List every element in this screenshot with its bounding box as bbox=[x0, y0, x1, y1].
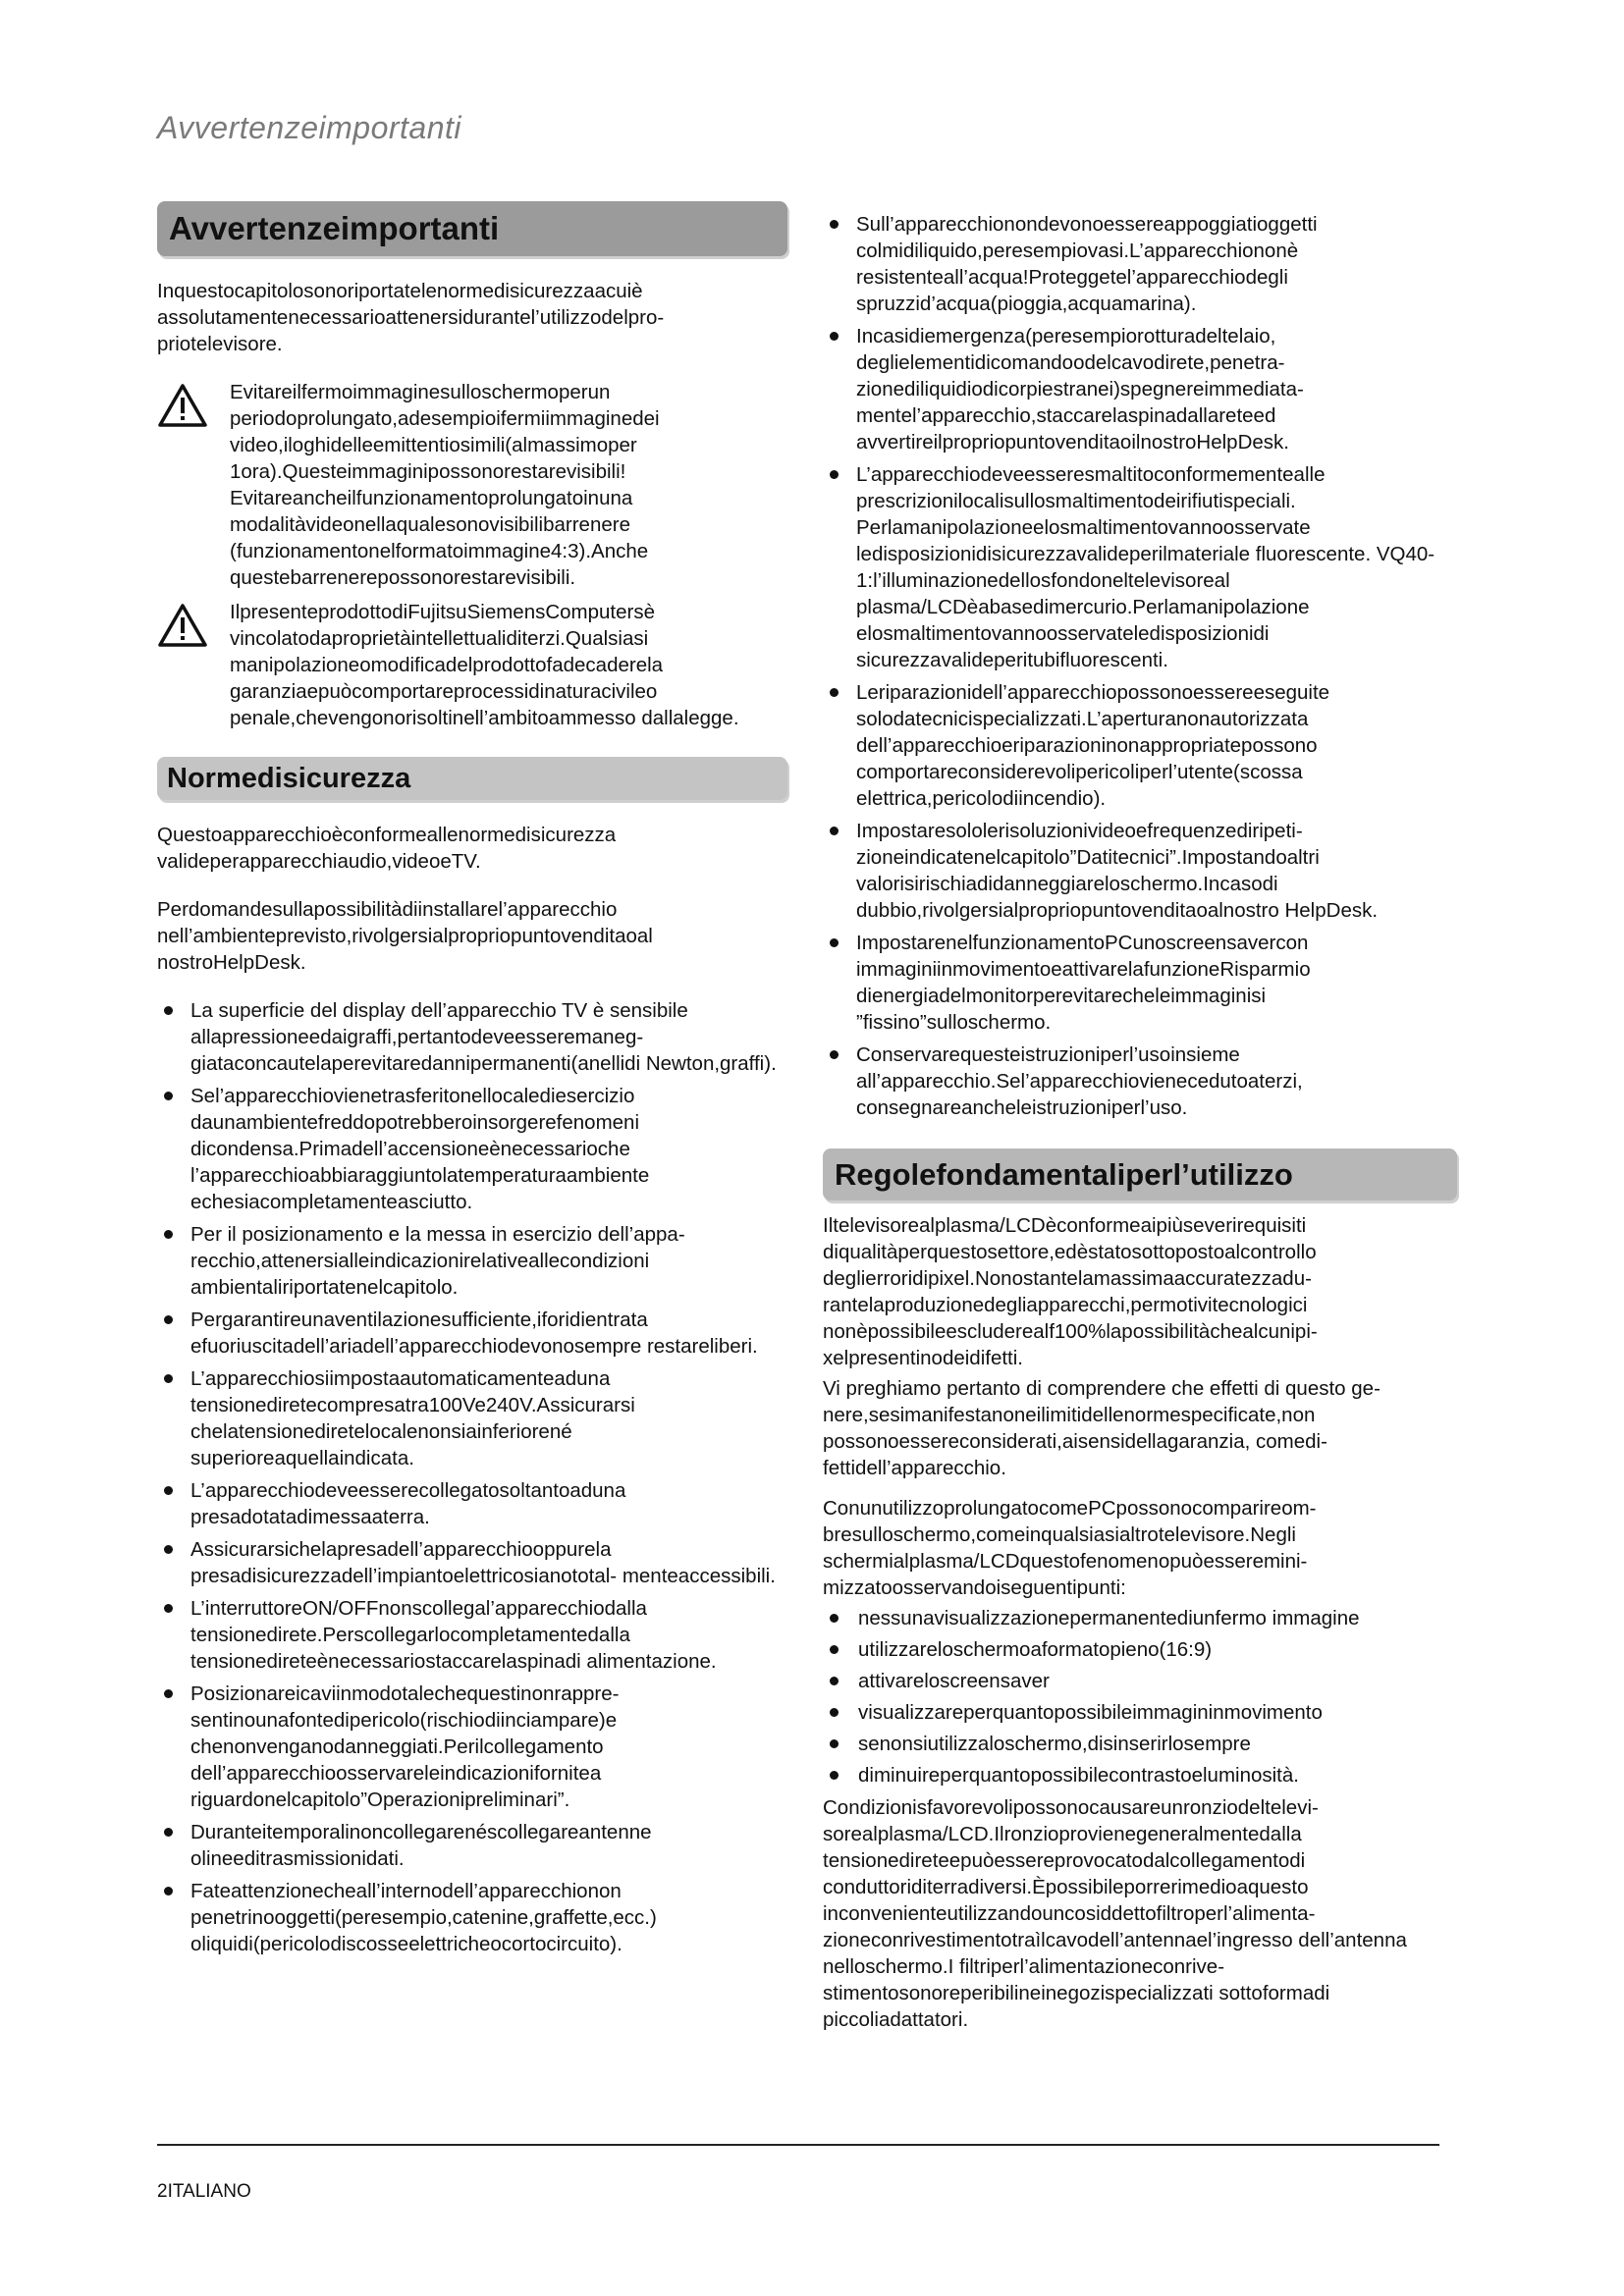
list-item: utilizzareloschermoaformatopieno(16:9) bbox=[823, 1636, 1457, 1663]
safety-paragraph-2: Perdomandesullapossibilitàdiinstallarel’apparecchio nell’ambienteprevisto,rivolgersialpropriopuntovenditaoal nostroHelpDesk. bbox=[157, 898, 653, 975]
list-item: L’apparecchiodeveesserecollegatosoltantoaduna presadotatadimessaaterra. bbox=[157, 1477, 787, 1530]
list-item: visualizzareperquantopossibileimmagininmovimento bbox=[823, 1699, 1457, 1726]
list-item: Pergarantireunaventilazionesufficiente,iforidientrata efuoriuscitadell’ariadell’apparecchiodevonosempre restareliberi. bbox=[157, 1307, 787, 1360]
warning-block-2 bbox=[157, 599, 787, 731]
rules-paragraph-2: Vi preghiamo pertanto di comprendere che effetti di questo ge- nere,sesimanifestanoneilimitidellenormespecificate,non possonoessereconsiderati,aisensidellagaranzia, comedi- fettidell’apparecchio. bbox=[823, 1377, 1380, 1480]
warning-text-1: Evitareilfermoimmaginesulloschermoperun periodoprolungato,adesempioifermiimmaginedei video,iloghidelleemittentiosimili(almassimoper 1ora).Questeimmaginipossonorestarevisibili! Evitareancheilfunzionamentoprolungatoinuna modalitàvideonellaqualesonovisibilibarrenere (funzionamentonelformatoimmagine4:3).Anche questebarrenerepossonorestarevisibili. bbox=[230, 380, 660, 589]
warning-block-1 bbox=[157, 379, 787, 591]
list-item: Posizionareicaviinmodotalechequestinonrappre- sentinounafontedipericolo(rischiodiinciampare)e chenonvenganodanneggiati.Perilcollegamento dell’apparecchioosservareleindicazionifornitea riguardonelcapitolo”Operazionipreliminari”. bbox=[157, 1681, 787, 1813]
section-title: Normedisicurezza bbox=[167, 762, 411, 794]
list-item: Per il posizionamento e la messa in esercizio dell’appa- recchio,attenersialleindicazionirelativeallecondizioni ambientaliriportatenelcapitolo. bbox=[157, 1221, 787, 1301]
safety-bullet-list bbox=[157, 997, 787, 1957]
running-header: Avvertenzeimportanti bbox=[157, 110, 461, 145]
list-item: Impostaresololerisoluzionivideoefrequenzediripeti- zioneindicatenelcapitolo”Datitecnici”.Impostandoaltri valorisirischiadidanneggiareloschermo.Incasodi dubbio,rivolgersialpropriopuntovenditaoalnostro HelpDesk. bbox=[823, 818, 1457, 924]
list-item: nessunavisualizzazionepermanentediunfermo immagine bbox=[823, 1605, 1457, 1631]
page-footer: 2ITALIANO bbox=[157, 2181, 251, 2202]
intro-paragraph: Inquestocapitolosonoriportatelenormedisicurezzaacuiè assolutamentenecessarioattenersidurantel’utilizzodelpro- priotelevisore. bbox=[157, 279, 665, 355]
list-item: L’interruttoreON/OFFnonscollegal’apparecchiodalla tensionedirete.Perscollegarlocompletamentedalla tensionedireteènecessariostaccarelaspinadi alimentazione. bbox=[157, 1595, 787, 1675]
section-heading-regole bbox=[823, 1148, 1457, 1201]
left-column bbox=[157, 201, 787, 1975]
section-title: Regolefondamentaliperl’utilizzo bbox=[835, 1157, 1293, 1192]
rules-paragraph-3: ConunutilizzoprolungatocomePCpossonocomparireom- bresulloschermo,comeinqualsiasialtrotelevisore.Negli schermialplasma/LCDquestofenomenopuòesseremini- mizzatoosservandoiseguentipunti: bbox=[823, 1497, 1317, 1600]
warning-text-2: IlpresenteprodottodiFujitsuSiemensComputersè vincolatodaproprietàintellettualiditerzi.Qualsiasi manipolazioneomodificadelprodottofadecaderela garanziaepuòcomportareprocessidinaturacivileo penale,chevengonorisoltinell’ambitoammesso dallalegge. bbox=[230, 600, 739, 729]
right-column bbox=[823, 211, 1457, 2055]
list-item: senonsiutilizzaloschermo,disinserirlosempre bbox=[823, 1731, 1457, 1757]
list-item: Conservarequesteistruzioniperl’usoinsieme all’apparecchio.Sel’apparecchiovienecedutoaterzi, consegnareancheleistruzioniperl’uso. bbox=[823, 1041, 1457, 1121]
list-item: Sel’apparecchiovienetrasferitonellocalediesercizio daunambientefreddopotrebberoinsorgerefenomeni dicondensa.Primadell’accensioneènecessarioche l’apparecchioabbiaraggiuntolatemperaturaambiente echesiacompletamenteasciutto. bbox=[157, 1083, 787, 1215]
list-item: L’apparecchiodeveesseresmaltitoconformementealle prescrizionilocalisullosmaltimentodeirifiutispeciali. Perlamanipolazioneelosmaltimentovannoosservate ledisposizionidisicurezzavalideperilmateriale fluorescente. VQ40-1:l’illuminazionedellosfondoneltelevisoreal plasma/LCDèabasedimercurio.Perlamanipolazione elosmaltimentovannoosservateledisposizionidi sicurezzavalideperitubifluorescenti. bbox=[823, 461, 1457, 673]
rules-paragraph-1: Iltelevisorealplasma/LCDèconformeaipiùseverirequisiti diqualitàperquestosettore,edèstatosottopostoalcontrollo deglierroridipixel.Nonostantelamassimaaccuratezzadu- rantelaproduzionedegliapparecchi,permotivitecnologici nonèpossibileescluderealf100%lapossibilitàchealcunipi- xelpresentinodeidifetti. bbox=[823, 1214, 1318, 1370]
rules-paragraph-4: Condizionisfavorevolipossonocausareunronziodeltelevi- sorealplasma/LCD.Ilronzioprovienegeneralmentedalla tensionedireteepuòessereprovocatodalcollegamentodi conduttoriditerradiversi.Èpossibileporrerimedioaquesto inconvenienteutilizzandouncosiddettofiltroperl’alimenta- zioneconrivestimentotraìlcavodell’antennael’ingresso dell’antenna nelloschermo.I filtriperl’alimentazioneconrive- stimentosonoreperibilineinegozispecializzati sottoformadi piccoliadattatori. bbox=[823, 1796, 1407, 2032]
section-title: Avvertenzeimportanti bbox=[169, 210, 500, 246]
list-item: Incasidiemergenza(peresempiorotturadeltelaio, deglielementidicomandoodelcavodirete,penetra- zionediliquidiodicorpiestranei)spegnereimmediata- mentel’apparecchio,staccarelaspinadallareteed avvertireilpropriopuntovenditaoilnostroHelpDesk. bbox=[823, 323, 1457, 455]
safety-bullet-list-continued bbox=[823, 211, 1457, 1121]
warning-triangle-icon bbox=[157, 599, 230, 731]
list-item: La superficie del display dell’apparecchio TV è sensibile allapressioneedaigraffi,pertantodeveesseremaneg- giataconcautelaperevitaredannipermanenti(anellidi Newton,graffi). bbox=[157, 997, 787, 1077]
list-item: Assicurarsichelapresadell’apparecchiooppurela presadisicurezzadell’impiantoelettricosianototal- menteaccessibili. bbox=[157, 1536, 787, 1589]
list-item: Sull’apparecchionondevonoessereappoggiatioggetti colmidiliquido,peresempiovasi.L’apparecchiononè resistenteall’acqua!Proteggetel’apparecchiodegli spruzzid’acqua(pioggia,acquamarina). bbox=[823, 211, 1457, 317]
list-item: Leriparazionidell’apparecchiopossonoessereeseguite solodatecnicispecializzati.L’aperturanonautorizzata dell’apparecchioeriparazioninonappropriatepossono comportareconsiderevolipericoliperl’utente(scossa elettrica,pericolodiincendio). bbox=[823, 679, 1457, 812]
warning-triangle-icon bbox=[157, 379, 230, 591]
rules-point-list bbox=[823, 1605, 1457, 1789]
list-item: Fateattenzionecheall’internodell’apparecchionon penetrinooggetti(peresempio,catenine,graffette,ecc.) oliquidi(pericolodiscosseelettricheocortocircuito). bbox=[157, 1878, 787, 1957]
footer-divider bbox=[157, 2144, 1439, 2146]
list-item: attivareloscreensaver bbox=[823, 1668, 1457, 1694]
safety-paragraph-1: Questoapparecchioèconformeallenormedisicurezza valideperapparecchiaudio,videoeTV. bbox=[157, 824, 617, 874]
section-heading-avvertenze bbox=[157, 201, 787, 256]
list-item: Duranteitemporalinoncollegarenéscollegareantenne olineeditrasmissionidati. bbox=[157, 1819, 787, 1872]
list-item: ImpostarenelfunzionamentoPCunoscreensavercon immaginiinmovimentoeattivarelafunzioneRisparmio dienergiadelmonitorperevitarecheleimmaginisi ”fissino”sulloschermo. bbox=[823, 930, 1457, 1036]
list-item: diminuireperquantopossibilecontrastoeluminosità. bbox=[823, 1762, 1457, 1789]
section-heading-normedisicurezza bbox=[157, 757, 787, 801]
list-item: L’apparecchiosiimpostaautomaticamenteaduna tensionediretecompresatra100Ve240V.Assicurarsi chelatensionediretelocalenonsiainferiorené superioreaquellaindicata. bbox=[157, 1365, 787, 1471]
